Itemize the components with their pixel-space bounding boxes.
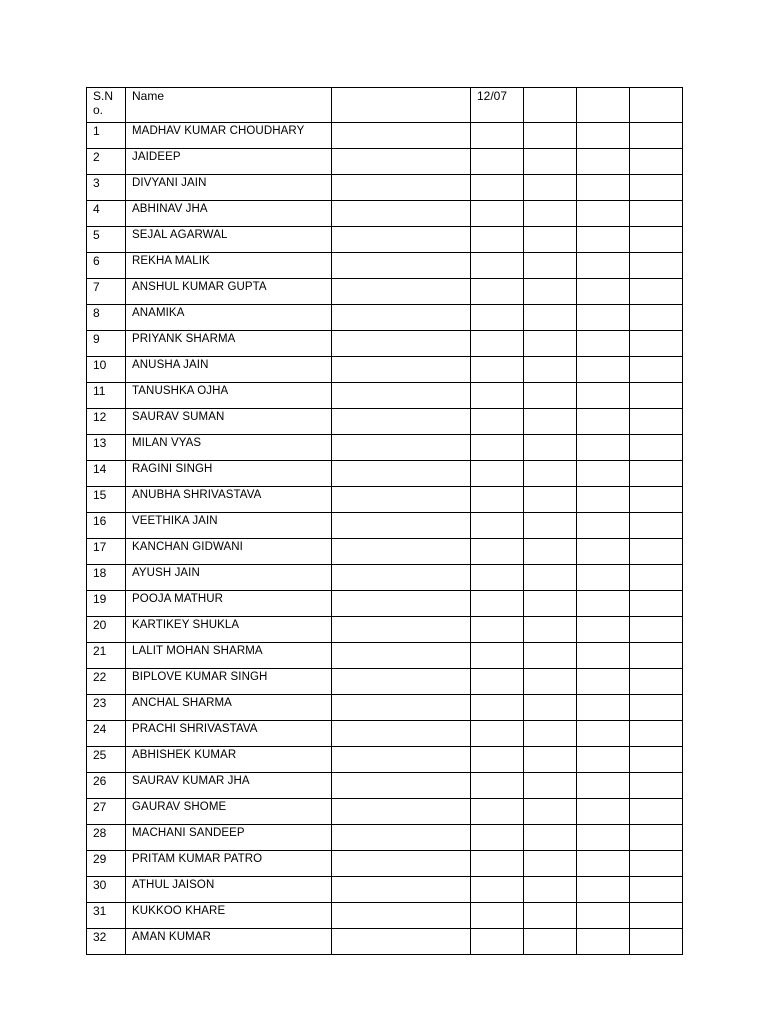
student-name-cell: ANUBHA SHRIVASTAVA <box>126 487 332 513</box>
attendance-cell-1 <box>471 149 524 175</box>
attendance-cell-2 <box>524 149 577 175</box>
attendance-cell-2 <box>524 695 577 721</box>
sno-cell: 26 <box>87 773 126 799</box>
attendance-cell-2 <box>524 747 577 773</box>
attendance-cell-1 <box>471 695 524 721</box>
table-row <box>87 617 683 643</box>
sno-cell: 14 <box>87 461 126 487</box>
table-header-row <box>87 88 683 123</box>
attendance-cell-3 <box>577 877 630 903</box>
student-name-cell: ATHUL JAISON <box>126 877 332 903</box>
sno-cell: 6 <box>87 253 126 279</box>
attendance-cell-4 <box>630 929 683 955</box>
sno-cell: 20 <box>87 617 126 643</box>
attendance-cell-2 <box>524 435 577 461</box>
attendance-cell-2 <box>524 461 577 487</box>
attendance-cell-4 <box>630 149 683 175</box>
attendance-cell-4 <box>630 279 683 305</box>
attendance-cell-3 <box>577 331 630 357</box>
student-name-cell: ANUSHA JAIN <box>126 357 332 383</box>
attendance-cell-4 <box>630 539 683 565</box>
sno-cell: 17 <box>87 539 126 565</box>
attendance-cell-4 <box>630 591 683 617</box>
student-name-cell: ANSHUL KUMAR GUPTA <box>126 279 332 305</box>
attendance-cell-2 <box>524 513 577 539</box>
attendance-cell-2 <box>524 669 577 695</box>
attendance-cell-1 <box>471 773 524 799</box>
table-row <box>87 149 683 175</box>
attendance-cell-1 <box>471 929 524 955</box>
attendance-cell-3 <box>577 253 630 279</box>
attendance-cell-1 <box>471 747 524 773</box>
blank-cell <box>332 747 471 773</box>
attendance-cell-3 <box>577 695 630 721</box>
attendance-cell-2 <box>524 773 577 799</box>
table-row <box>87 643 683 669</box>
table-row <box>87 513 683 539</box>
attendance-cell-3 <box>577 643 630 669</box>
blank-cell <box>332 435 471 461</box>
attendance-cell-4 <box>630 409 683 435</box>
sno-cell: 28 <box>87 825 126 851</box>
table-row <box>87 669 683 695</box>
blank-cell <box>332 513 471 539</box>
blank-cell <box>332 643 471 669</box>
attendance-cell-3 <box>577 487 630 513</box>
attendance-cell-2 <box>524 539 577 565</box>
sno-cell: 3 <box>87 175 126 201</box>
attendance-cell-3 <box>577 565 630 591</box>
attendance-cell-2 <box>524 383 577 409</box>
attendance-cell-2 <box>524 903 577 929</box>
attendance-cell-3 <box>577 383 630 409</box>
attendance-cell-2 <box>524 201 577 227</box>
attendance-cell-4 <box>630 747 683 773</box>
table-row <box>87 695 683 721</box>
student-name-cell: MACHANI SANDEEP <box>126 825 332 851</box>
blank-cell <box>332 123 471 149</box>
attendance-cell-1 <box>471 539 524 565</box>
attendance-cell-1 <box>471 851 524 877</box>
attendance-cell-3 <box>577 903 630 929</box>
student-name-cell: ANCHAL SHARMA <box>126 695 332 721</box>
sno-cell: 9 <box>87 331 126 357</box>
sno-cell: 18 <box>87 565 126 591</box>
blank-cell <box>332 175 471 201</box>
attendance-cell-3 <box>577 435 630 461</box>
table-row <box>87 747 683 773</box>
attendance-cell-1 <box>471 305 524 331</box>
attendance-cell-4 <box>630 825 683 851</box>
student-name-cell: SEJAL AGARWAL <box>126 227 332 253</box>
blank-cell <box>332 669 471 695</box>
sno-cell: 8 <box>87 305 126 331</box>
attendance-cell-2 <box>524 721 577 747</box>
attendance-cell-1 <box>471 669 524 695</box>
blank-cell <box>332 227 471 253</box>
student-name-cell: MILAN VYAS <box>126 435 332 461</box>
sno-cell: 29 <box>87 851 126 877</box>
header-blank <box>332 88 471 123</box>
sno-cell: 12 <box>87 409 126 435</box>
blank-cell <box>332 825 471 851</box>
header-sno: S.No. <box>87 88 126 123</box>
attendance-cell-1 <box>471 435 524 461</box>
attendance-cell-1 <box>471 903 524 929</box>
attendance-cell-4 <box>630 227 683 253</box>
blank-cell <box>332 565 471 591</box>
header-date-2 <box>524 88 577 123</box>
table-row <box>87 435 683 461</box>
attendance-cell-2 <box>524 409 577 435</box>
header-name: Name <box>126 88 332 123</box>
student-name-cell: PRACHI SHRIVASTAVA <box>126 721 332 747</box>
blank-cell <box>332 591 471 617</box>
attendance-cell-3 <box>577 825 630 851</box>
attendance-cell-4 <box>630 435 683 461</box>
attendance-cell-1 <box>471 877 524 903</box>
blank-cell <box>332 331 471 357</box>
attendance-cell-4 <box>630 461 683 487</box>
attendance-cell-2 <box>524 357 577 383</box>
attendance-cell-3 <box>577 799 630 825</box>
blank-cell <box>332 721 471 747</box>
attendance-cell-1 <box>471 799 524 825</box>
sno-cell: 16 <box>87 513 126 539</box>
attendance-cell-4 <box>630 851 683 877</box>
blank-cell <box>332 877 471 903</box>
attendance-cell-2 <box>524 591 577 617</box>
table-row <box>87 799 683 825</box>
student-name-cell: POOJA MATHUR <box>126 591 332 617</box>
attendance-cell-1 <box>471 721 524 747</box>
attendance-cell-2 <box>524 175 577 201</box>
attendance-cell-2 <box>524 227 577 253</box>
student-name-cell: TANUSHKA OJHA <box>126 383 332 409</box>
table-row <box>87 201 683 227</box>
attendance-cell-4 <box>630 669 683 695</box>
blank-cell <box>332 305 471 331</box>
table-row <box>87 305 683 331</box>
table-row <box>87 487 683 513</box>
sno-cell: 13 <box>87 435 126 461</box>
attendance-cell-1 <box>471 123 524 149</box>
student-name-cell: ANAMIKA <box>126 305 332 331</box>
table-row <box>87 123 683 149</box>
sno-cell: 5 <box>87 227 126 253</box>
student-name-cell: AMAN KUMAR <box>126 929 332 955</box>
attendance-cell-2 <box>524 877 577 903</box>
attendance-cell-3 <box>577 539 630 565</box>
attendance-cell-1 <box>471 383 524 409</box>
attendance-cell-1 <box>471 617 524 643</box>
sno-cell: 19 <box>87 591 126 617</box>
sno-cell: 30 <box>87 877 126 903</box>
attendance-cell-1 <box>471 331 524 357</box>
table-row <box>87 253 683 279</box>
table-row <box>87 721 683 747</box>
attendance-cell-3 <box>577 461 630 487</box>
attendance-cell-4 <box>630 357 683 383</box>
table-row <box>87 903 683 929</box>
sno-cell: 25 <box>87 747 126 773</box>
attendance-cell-1 <box>471 461 524 487</box>
attendance-cell-4 <box>630 331 683 357</box>
attendance-cell-3 <box>577 929 630 955</box>
blank-cell <box>332 799 471 825</box>
blank-cell <box>332 409 471 435</box>
sno-cell: 27 <box>87 799 126 825</box>
attendance-cell-3 <box>577 227 630 253</box>
student-name-cell: SAURAV KUMAR JHA <box>126 773 332 799</box>
attendance-cell-1 <box>471 175 524 201</box>
blank-cell <box>332 539 471 565</box>
attendance-cell-3 <box>577 747 630 773</box>
table-row <box>87 591 683 617</box>
student-name-cell: KARTIKEY SHUKLA <box>126 617 332 643</box>
blank-cell <box>332 617 471 643</box>
sno-cell: 32 <box>87 929 126 955</box>
blank-cell <box>332 279 471 305</box>
blank-cell <box>332 903 471 929</box>
sno-cell: 11 <box>87 383 126 409</box>
attendance-cell-1 <box>471 201 524 227</box>
table-row <box>87 279 683 305</box>
attendance-cell-1 <box>471 643 524 669</box>
table-row <box>87 539 683 565</box>
attendance-cell-3 <box>577 669 630 695</box>
attendance-cell-4 <box>630 617 683 643</box>
table-row <box>87 929 683 955</box>
blank-cell <box>332 201 471 227</box>
student-name-cell: ABHINAV JHA <box>126 201 332 227</box>
table-row <box>87 409 683 435</box>
attendance-cell-4 <box>630 565 683 591</box>
attendance-cell-2 <box>524 643 577 669</box>
student-name-cell: LALIT MOHAN SHARMA <box>126 643 332 669</box>
table-row <box>87 877 683 903</box>
blank-cell <box>332 357 471 383</box>
table-row <box>87 383 683 409</box>
attendance-cell-2 <box>524 617 577 643</box>
blank-cell <box>332 253 471 279</box>
attendance-cell-3 <box>577 721 630 747</box>
table-row <box>87 773 683 799</box>
header-date-3 <box>577 88 630 123</box>
sno-cell: 4 <box>87 201 126 227</box>
sno-cell: 2 <box>87 149 126 175</box>
attendance-cell-3 <box>577 201 630 227</box>
blank-cell <box>332 487 471 513</box>
attendance-cell-2 <box>524 799 577 825</box>
attendance-cell-4 <box>630 201 683 227</box>
table-row <box>87 357 683 383</box>
attendance-cell-4 <box>630 903 683 929</box>
attendance-cell-4 <box>630 487 683 513</box>
blank-cell <box>332 695 471 721</box>
attendance-cell-1 <box>471 357 524 383</box>
attendance-cell-2 <box>524 851 577 877</box>
student-name-cell: RAGINI SINGH <box>126 461 332 487</box>
attendance-cell-4 <box>630 799 683 825</box>
attendance-cell-1 <box>471 565 524 591</box>
sno-cell: 15 <box>87 487 126 513</box>
sno-cell: 23 <box>87 695 126 721</box>
student-name-cell: PRITAM KUMAR PATRO <box>126 851 332 877</box>
attendance-cell-2 <box>524 279 577 305</box>
attendance-cell-4 <box>630 175 683 201</box>
sno-cell: 24 <box>87 721 126 747</box>
attendance-cell-3 <box>577 513 630 539</box>
table-row <box>87 461 683 487</box>
blank-cell <box>332 929 471 955</box>
student-name-cell: KANCHAN GIDWANI <box>126 539 332 565</box>
attendance-table <box>86 87 683 955</box>
attendance-cell-3 <box>577 617 630 643</box>
attendance-cell-1 <box>471 591 524 617</box>
attendance-cell-2 <box>524 331 577 357</box>
attendance-cell-3 <box>577 773 630 799</box>
sno-cell: 10 <box>87 357 126 383</box>
attendance-cell-2 <box>524 929 577 955</box>
student-name-cell: DIVYANI JAIN <box>126 175 332 201</box>
attendance-cell-1 <box>471 227 524 253</box>
attendance-cell-4 <box>630 643 683 669</box>
table-row <box>87 851 683 877</box>
attendance-cell-3 <box>577 305 630 331</box>
student-name-cell: GAURAV SHOME <box>126 799 332 825</box>
student-name-cell: SAURAV SUMAN <box>126 409 332 435</box>
sno-cell: 31 <box>87 903 126 929</box>
attendance-cell-4 <box>630 123 683 149</box>
attendance-cell-2 <box>524 253 577 279</box>
student-name-cell: JAIDEEP <box>126 149 332 175</box>
attendance-cell-4 <box>630 305 683 331</box>
sno-cell: 21 <box>87 643 126 669</box>
attendance-cell-2 <box>524 825 577 851</box>
attendance-cell-3 <box>577 357 630 383</box>
header-date-4 <box>630 88 683 123</box>
student-name-cell: AYUSH JAIN <box>126 565 332 591</box>
sno-cell: 22 <box>87 669 126 695</box>
attendance-cell-4 <box>630 877 683 903</box>
student-name-cell: PRIYANK SHARMA <box>126 331 332 357</box>
student-name-cell: REKHA MALIK <box>126 253 332 279</box>
blank-cell <box>332 383 471 409</box>
attendance-cell-3 <box>577 409 630 435</box>
table-row <box>87 825 683 851</box>
attendance-cell-3 <box>577 175 630 201</box>
student-name-cell: ABHISHEK KUMAR <box>126 747 332 773</box>
sno-cell: 1 <box>87 123 126 149</box>
attendance-cell-1 <box>471 279 524 305</box>
blank-cell <box>332 773 471 799</box>
student-name-cell: MADHAV KUMAR CHOUDHARY <box>126 123 332 149</box>
attendance-cell-4 <box>630 513 683 539</box>
table-row <box>87 227 683 253</box>
attendance-cell-1 <box>471 825 524 851</box>
attendance-cell-4 <box>630 383 683 409</box>
attendance-cell-1 <box>471 487 524 513</box>
table-row <box>87 565 683 591</box>
attendance-cell-1 <box>471 409 524 435</box>
attendance-cell-2 <box>524 123 577 149</box>
header-date-1: 12/07 <box>471 88 524 123</box>
attendance-cell-4 <box>630 695 683 721</box>
attendance-cell-3 <box>577 149 630 175</box>
attendance-cell-2 <box>524 565 577 591</box>
attendance-cell-2 <box>524 305 577 331</box>
attendance-cell-4 <box>630 773 683 799</box>
blank-cell <box>332 461 471 487</box>
blank-cell <box>332 149 471 175</box>
student-name-cell: KUKKOO KHARE <box>126 903 332 929</box>
attendance-cell-4 <box>630 253 683 279</box>
attendance-cell-4 <box>630 721 683 747</box>
table-row <box>87 331 683 357</box>
attendance-cell-1 <box>471 513 524 539</box>
attendance-cell-3 <box>577 591 630 617</box>
sno-cell: 7 <box>87 279 126 305</box>
attendance-cell-3 <box>577 279 630 305</box>
attendance-cell-3 <box>577 123 630 149</box>
table-row <box>87 175 683 201</box>
blank-cell <box>332 851 471 877</box>
attendance-cell-1 <box>471 253 524 279</box>
attendance-cell-3 <box>577 851 630 877</box>
student-name-cell: VEETHIKA JAIN <box>126 513 332 539</box>
attendance-cell-2 <box>524 487 577 513</box>
student-name-cell: BIPLOVE KUMAR SINGH <box>126 669 332 695</box>
